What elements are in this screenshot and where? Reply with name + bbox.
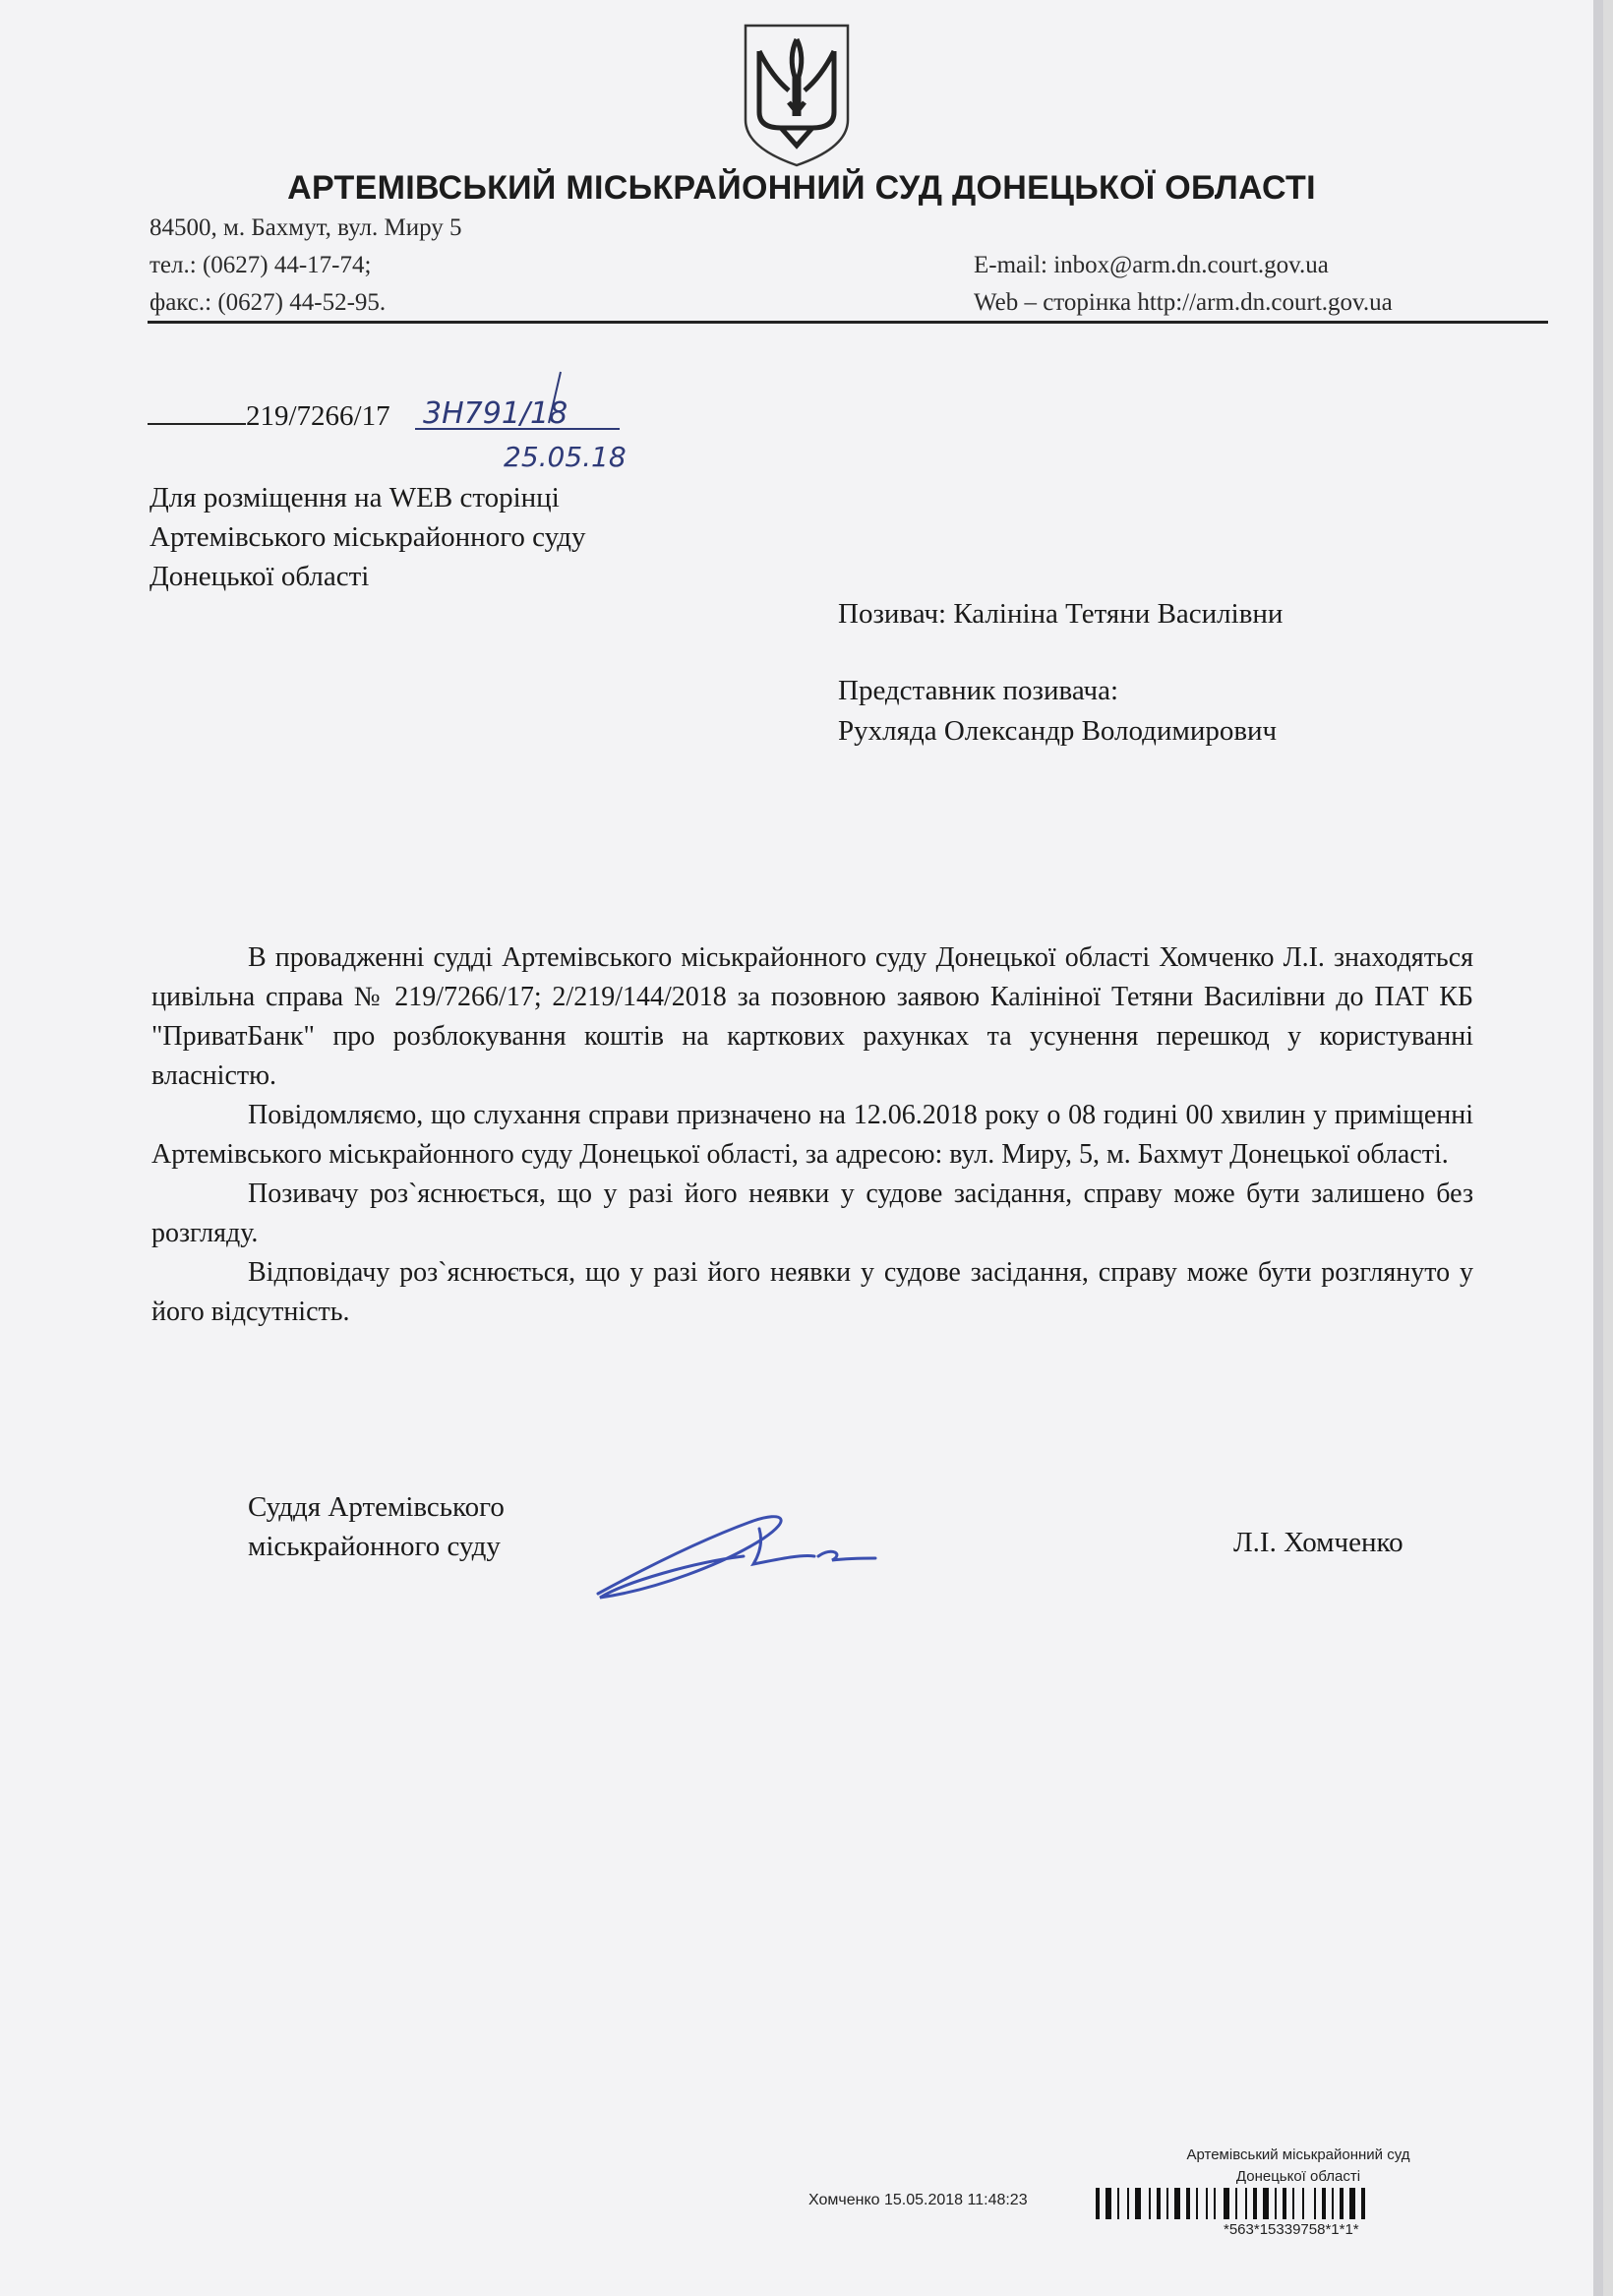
representative-name: Рухляда Олександр Володимирович xyxy=(838,715,1278,747)
recipient-line: Донецької області xyxy=(149,561,370,592)
scan-edge xyxy=(1593,0,1603,2296)
handwritten-date: 25.05.18 xyxy=(504,441,627,473)
reference-blank-line xyxy=(148,399,246,425)
recipient-line: Артемівського міськрайонного суду xyxy=(149,521,586,553)
barcode-number: *563*15339758*1*1* xyxy=(1224,2221,1359,2238)
stamp-court-name xyxy=(1102,2145,1495,2188)
barcode-icon xyxy=(1092,2186,1558,2221)
header-divider xyxy=(148,321,1548,324)
stamp-court-line: Донецької області xyxy=(1235,2168,1361,2185)
court-name: АРТЕМІВСЬКИЙ МІСЬКРАЙОННИЙ СУД ДОНЕЦЬКОЇ ОБЛАСТІ xyxy=(287,169,1316,207)
body-paragraph: Позивачу роз`яснюється, що у разі його неявки у судове засідання, справу може бути залишено без розгляду. xyxy=(151,1178,1473,1248)
representative-label: Представник позивача: xyxy=(838,675,1119,706)
handwritten-signature xyxy=(586,1499,881,1607)
body-paragraph: Повідомляємо, що слухання справи призначено на 12.06.2018 року о 08 годині 00 хвилин у приміщенні Артемівського міськрайонного суду Донецької області, за адресою: вул. Миру, 5, м. Бахмут Донецької області. xyxy=(151,1100,1473,1170)
recipient-block xyxy=(149,478,586,596)
court-phone: тел.: (0627) 44-17-74; xyxy=(149,252,372,278)
court-address: 84500, м. Бахмут, вул. Миру 5 xyxy=(149,214,462,241)
court-email: E-mail: inbox@arm.dn.court.gov.ua xyxy=(974,252,1329,278)
notice-body xyxy=(151,938,1473,1332)
court-website: Web – сторінка http://arm.dn.court.gov.ua xyxy=(974,289,1393,316)
case-reference-number: 219/7266/17 xyxy=(246,400,390,432)
judge-name: Л.І. Хомченко xyxy=(1233,1527,1404,1558)
handwritten-number: 3H791/18 xyxy=(423,396,568,431)
stamp-court-line: Артемівський міськрайонний суд xyxy=(1186,2146,1410,2163)
handwritten-registration xyxy=(413,366,639,474)
judge-title-line: міськрайонного суду xyxy=(248,1531,501,1562)
plaintiff: Позивач: Калініна Тетяни Василівни xyxy=(838,598,1284,630)
court-fax: факс.: (0627) 44-52-95. xyxy=(149,289,387,316)
stamp-registration: Хомченко 15.05.2018 11:48:23 xyxy=(808,2192,1028,2208)
judge-title-line: Суддя Артемівського xyxy=(248,1491,505,1523)
body-paragraph: В провадженні судді Артемівського міськрайонного суду Донецької області Хомченко Л.І. знаходяться цивільна справа № 219/7266/17; 2/219/144/2018 за позовною заявою Калініної Тетяни Василівни до ПАТ КБ "ПриватБанк" про розблокування коштів на карткових рахунках та усунення перешкод у користуванні власністю. xyxy=(151,942,1473,1091)
recipient-line: Для розміщення на WEB сторінці xyxy=(149,482,560,514)
judge-title xyxy=(248,1487,505,1566)
outgoing-reference xyxy=(148,399,390,433)
coat-of-arms-icon xyxy=(738,22,856,169)
body-paragraph: Відповідачу роз`яснюється, що у разі його неявки у судове засідання, справу може бути розглянуто у його відсутність. xyxy=(151,1257,1473,1327)
